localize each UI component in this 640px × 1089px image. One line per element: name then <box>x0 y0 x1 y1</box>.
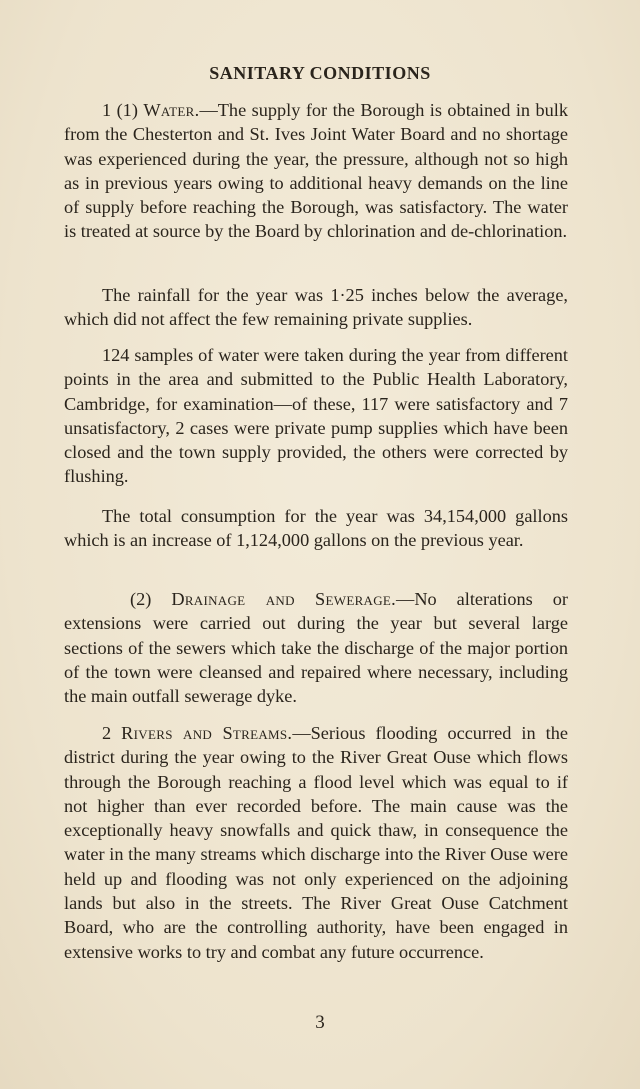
paragraph-samples: 124 samples of water were taken during the year from different points in the area and submitted to the Public Health Laboratory, Cambridge, for examination—of these, 117 were satisfactory and 7 unsatisfactory, 2 cases were private pump supplies which have been closed and the town supply provided, the others were corrected by flushing. <box>64 345 568 487</box>
paragraph-number: (2) <box>130 589 172 609</box>
section-title-rivers: Rivers and Streams. <box>121 723 293 743</box>
page-heading: SANITARY CONDITIONS <box>209 63 431 83</box>
paragraph-consumption: The total consumption for the year was 34,154,000 gallons which is an increase of 1,124,000 gallons on the previous year. <box>64 506 568 551</box>
paragraph-rivers <box>64 721 568 964</box>
paragraph-body: —The supply for the Borough is obtained in bulk from the Chesterton and St. Ives Joint Water Board and no shortage was experienced during the year, the pressure, although not so high as in previous years owing to additional heavy demands on the line of supply before reaching the Borough, was satisfactory. The water is treated at source by the Board by chlorination and de-chlorination. <box>64 100 568 242</box>
paragraph-drainage <box>64 587 568 708</box>
section-title-drainage: Drainage and Sewerage. <box>171 589 397 609</box>
paragraph-number: 1 (1) <box>102 100 144 120</box>
paragraph-rainfall: The rainfall for the year was 1·25 inches below the average, which did not affect the few remaining private supplies. <box>64 285 568 330</box>
section-title-water: Water. <box>143 100 200 120</box>
page-number: 3 <box>315 1012 325 1033</box>
paragraph-body: —No alterations or extensions were carried out during the year but several large sections of the sewers which take the discharge of the major portion of the town were cleansed and repaired where necessary, including the main outfall sewerage dyke. <box>64 589 568 707</box>
paragraph-body: —Serious flooding occurred in the district during the year owing to the River Great Ouse which flows through the Borough reaching a flood level which was equal to if not higher than ever recorded before. The main cause was the exceptionally heavy snowfalls and quick thaw, in consequence the water in the many streams which discharge into the River Ouse were held up and flooding was not only experienced on the adjoining lands but also in the streets. The River Great Ouse Catchment Board, who are the controlling authority, have been engaged in extensive works to try and combat any future occurrence. <box>64 723 568 962</box>
paragraph-water <box>64 98 568 244</box>
paragraph-number: 2 <box>102 723 122 743</box>
